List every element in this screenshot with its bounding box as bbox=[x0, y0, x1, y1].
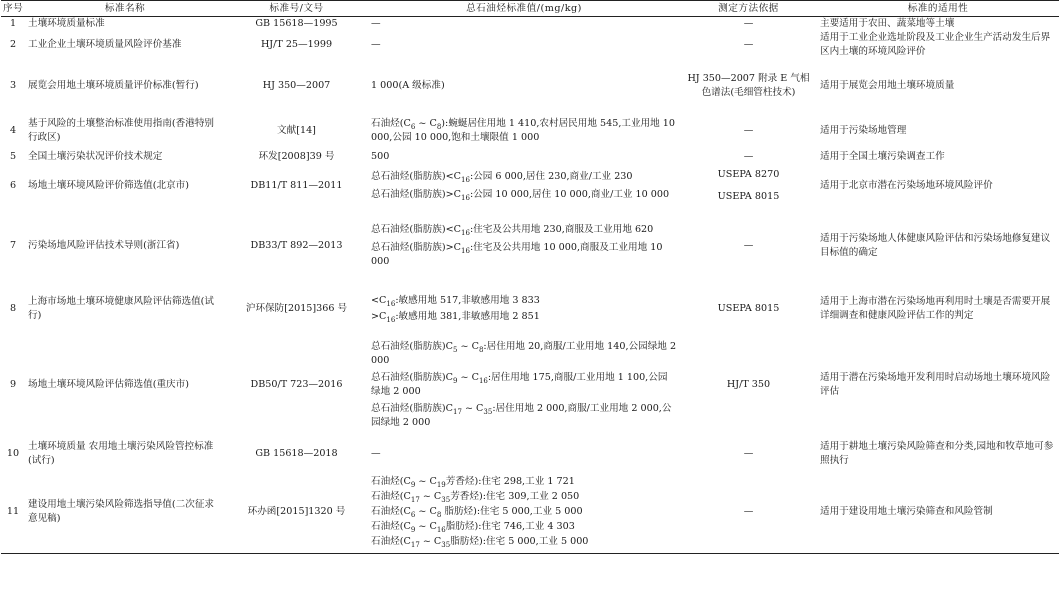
table-row bbox=[1, 164, 1059, 207]
row-scope: 适用于建设用地土壤污染筛查和风险管制 bbox=[817, 471, 1059, 554]
row-method bbox=[680, 164, 817, 207]
row-scope: 适用于上海市潜在污染场地再利用时土壤是否需要开展详细调查和健康风险评估工作的判定 bbox=[820, 296, 1051, 321]
value-subscript: 8 bbox=[436, 510, 442, 519]
row-value bbox=[368, 113, 680, 149]
row-name: 全国土壤污染状况评价技术规定 bbox=[28, 150, 163, 162]
row-value bbox=[368, 207, 680, 285]
row-method: — bbox=[743, 240, 754, 251]
row-no: 8 bbox=[9, 303, 17, 314]
value-line bbox=[371, 170, 677, 184]
row-no: 11 bbox=[1, 471, 25, 554]
row-method: HJ/T 350 bbox=[726, 379, 771, 390]
value-text: 总石油烃(脂肪族)C bbox=[371, 372, 453, 383]
value-text: ~ C bbox=[415, 476, 437, 487]
row-scope: 主要适用于农田、蔬菜地等土壤 bbox=[820, 18, 955, 29]
row-method: — bbox=[743, 448, 754, 459]
row-method: — bbox=[743, 18, 754, 29]
table-row bbox=[1, 471, 1059, 554]
table-row bbox=[1, 437, 1059, 471]
row-name: 工业企业土壤环境质量风险评价基准 bbox=[28, 39, 182, 50]
table-row bbox=[1, 149, 1059, 164]
row-scope: 适用于全国土壤污染调查工作 bbox=[820, 150, 945, 162]
value-text: :居住用地 2 000,商服/工业用地 2 000,公园绿地 2 000 bbox=[371, 403, 672, 428]
value-text: 石油烃(C bbox=[371, 476, 411, 487]
value-text: 脂肪烃):住宅 746,工业 4 303 bbox=[445, 521, 575, 532]
value-text: 脂肪烃):住宅 5 000,工业 5 000 bbox=[441, 506, 583, 517]
row-no: 1 bbox=[9, 18, 17, 29]
value-subscript: 16 bbox=[461, 228, 470, 237]
header-scope: 标准的适用性 bbox=[817, 1, 1059, 17]
value-line bbox=[371, 340, 677, 368]
header-no: 序号 bbox=[1, 1, 25, 17]
value-text: 石油烃(C bbox=[371, 506, 411, 517]
row-scope: 适用于潜在污染场地开发利用时启动场地土壤环境风险评估 bbox=[820, 372, 1051, 397]
value-subscript: 16 bbox=[436, 525, 446, 534]
value-subscript: 35 bbox=[441, 495, 451, 504]
row-name: 上海市场地土壤环境健康风险评估筛选值(试行) bbox=[28, 296, 215, 321]
value-text: :居住用地 175,商服/工业用地 1 100,公园绿地 2 000 bbox=[371, 372, 668, 397]
row-no: 7 bbox=[9, 240, 17, 251]
row-code: HJ 350—2007 bbox=[262, 80, 331, 91]
row-no: 10 bbox=[6, 448, 20, 459]
value-text: 总石油烃(脂肪族)>C bbox=[371, 242, 462, 253]
value-line bbox=[371, 310, 677, 324]
row-scope: 适用于耕地土壤污染风险筛查和分类,园地和牧草地可参照执行 bbox=[820, 441, 1054, 466]
method-line: USEPA 8270 bbox=[717, 168, 780, 180]
row-name: 展览会用地土壤环境质量评价标准(暂行) bbox=[28, 80, 199, 91]
value-subscript: 16 bbox=[461, 175, 470, 184]
value-text: 总石油烃(脂肪族)<C bbox=[371, 224, 462, 235]
row-code: 文献[14] bbox=[277, 125, 316, 136]
value-subscript: 16 bbox=[386, 315, 396, 324]
value-text: ~ C bbox=[415, 506, 437, 517]
value-subscript: 16 bbox=[461, 246, 470, 255]
row-scope: 适用于污染场地人体健康风险评估和污染场地修复建议目标值的确定 bbox=[820, 233, 1051, 258]
value-line bbox=[371, 294, 677, 308]
table-row bbox=[1, 333, 1059, 437]
value-subscript: 35 bbox=[483, 407, 493, 416]
row-value: — bbox=[371, 18, 381, 29]
row-code: GB 15618—1995 bbox=[255, 18, 338, 29]
value-subscript: 9 bbox=[452, 376, 458, 385]
row-name: 土壤环境质量标准 bbox=[28, 18, 105, 29]
value-line bbox=[371, 402, 677, 430]
value-line bbox=[371, 520, 677, 534]
value-subscript: 6 bbox=[410, 122, 416, 131]
row-code: DB50/T 723—2016 bbox=[250, 379, 343, 390]
value-text: ):蜿蜒居住用地 1 410,农村居民用地 545,工业用地 10 000,公园 10 000,饱和土壤限值 1 000 bbox=[371, 118, 676, 143]
value-text: :敏感用地 381,非敏感用地 2 851 bbox=[395, 311, 540, 322]
row-value bbox=[368, 164, 680, 207]
row-name: 场地土壤环境风险评价筛选值(北京市) bbox=[28, 179, 189, 191]
value-text: ~ C bbox=[461, 403, 484, 414]
table-row bbox=[1, 207, 1059, 285]
value-text: :住宅及公共用地 230,商服及工业用地 620 bbox=[469, 224, 654, 235]
row-method: — bbox=[743, 150, 754, 162]
row-no: 4 bbox=[9, 125, 17, 136]
table-row bbox=[1, 285, 1059, 333]
table-header-row bbox=[1, 1, 1059, 17]
row-no: 5 bbox=[9, 150, 17, 162]
value-text: ~ C bbox=[415, 521, 437, 532]
value-text: ~ C bbox=[419, 491, 442, 502]
row-no: 6 bbox=[9, 179, 17, 191]
row-no: 3 bbox=[9, 80, 17, 91]
row-name: 土壤环境质量 农用地土壤污染风险管控标准(试行) bbox=[28, 441, 214, 466]
value-subscript: 17 bbox=[452, 407, 462, 416]
row-name: 场地土壤环境风险评估筛选值(重庆市) bbox=[28, 379, 189, 390]
header-method: 测定方法依据 bbox=[680, 1, 817, 17]
table-row bbox=[1, 59, 1059, 113]
table-row bbox=[1, 17, 1059, 32]
value-subscript: 9 bbox=[410, 525, 416, 534]
value-text: ~ C bbox=[415, 118, 437, 129]
value-text: 总石油烃(脂肪族)C bbox=[371, 341, 453, 352]
value-text: :住宅及公共用地 10 000,商服及工业用地 10 000 bbox=[371, 242, 663, 267]
value-text: 总石油烃(脂肪族)C bbox=[371, 403, 453, 414]
row-scope: 适用于北京市潜在污染场地环境风险评价 bbox=[820, 179, 993, 191]
row-value: — bbox=[371, 39, 381, 50]
table-row bbox=[1, 31, 1059, 59]
row-code: GB 15618—2018 bbox=[255, 448, 338, 459]
row-name: 基于风险的土壤整治标准使用指南(香港特别行政区) bbox=[28, 118, 215, 143]
value-subscript: 35 bbox=[441, 540, 451, 549]
row-value: — bbox=[371, 448, 381, 459]
row-value bbox=[368, 333, 680, 437]
standards-table bbox=[1, 0, 1059, 554]
value-line bbox=[371, 475, 677, 489]
value-line bbox=[371, 241, 677, 269]
row-method: HJ 350—2007 附录 E 气相色谱法(毛细管柱技术) bbox=[687, 73, 810, 98]
row-value bbox=[368, 471, 680, 554]
value-text: 石油烃(C bbox=[371, 118, 411, 129]
value-text: 石油烃(C bbox=[371, 521, 411, 532]
header-name: 标准名称 bbox=[25, 1, 225, 17]
value-text: :公园 6 000,居住 230,商业/工业 230 bbox=[469, 170, 633, 182]
row-code: 环办函[2015]1320 号 bbox=[225, 471, 368, 554]
table-row bbox=[1, 113, 1059, 149]
value-text: 总石油烃(脂肪族)<C bbox=[371, 170, 462, 182]
value-text: 芳香烃):住宅 309,工业 2 050 bbox=[450, 491, 580, 502]
value-text: <C bbox=[371, 295, 387, 306]
row-method: — bbox=[743, 39, 754, 50]
value-text: ~ C bbox=[457, 372, 479, 383]
value-line bbox=[371, 223, 677, 237]
value-subscript: 16 bbox=[478, 376, 488, 385]
value-text: ~ C bbox=[419, 536, 442, 547]
row-code: 沪环保防[2015]366 号 bbox=[245, 303, 348, 314]
row-name: 建设用地土壤污染风险筛选指导值(二次征求意见稿) bbox=[25, 471, 225, 554]
value-text: >C bbox=[371, 311, 387, 322]
value-text: :公园 10 000,居住 10 000,商业/工业 10 000 bbox=[469, 188, 670, 200]
row-code: HJ/T 25—1999 bbox=[260, 39, 333, 50]
row-method: — bbox=[743, 125, 754, 136]
value-text: ~ C bbox=[457, 341, 479, 352]
method-line: USEPA 8015 bbox=[717, 190, 780, 202]
row-method: — bbox=[680, 471, 817, 554]
value-subscript: 19 bbox=[436, 480, 446, 489]
row-scope: 适用于工业企业选址阶段及工业企业生产活动发生后界区内土壤的环境风险评价 bbox=[820, 32, 1051, 57]
row-scope: 适用于污染场地管理 bbox=[820, 125, 907, 136]
value-subscript: 9 bbox=[410, 480, 416, 489]
value-text: 脂肪烃):住宅 5 000,工业 5 000 bbox=[450, 536, 589, 547]
value-subscript: 8 bbox=[436, 122, 442, 131]
value-subscript: 16 bbox=[386, 299, 396, 308]
value-line bbox=[371, 188, 677, 202]
header-value: 总石油烃标准值/(mg/kg) bbox=[368, 1, 680, 17]
value-subscript: 6 bbox=[410, 510, 416, 519]
value-text: 石油烃(C bbox=[371, 536, 411, 547]
value-subscript: 16 bbox=[461, 193, 470, 202]
header-code: 标准号/文号 bbox=[225, 1, 368, 17]
row-scope: 适用于展览会用地土壤环境质量 bbox=[820, 80, 955, 91]
value-subscript: 5 bbox=[452, 345, 458, 354]
value-text: 石油烃(C bbox=[371, 491, 411, 502]
value-line bbox=[371, 535, 677, 549]
row-value: 500 bbox=[371, 150, 390, 162]
value-subscript: 17 bbox=[410, 540, 420, 549]
row-value bbox=[368, 285, 680, 333]
value-subscript: 17 bbox=[410, 495, 420, 504]
value-line bbox=[371, 371, 677, 399]
value-subscript: 8 bbox=[478, 345, 484, 354]
row-code: DB33/T 892—2013 bbox=[250, 240, 343, 251]
row-code: 环发[2008]39 号 bbox=[258, 150, 335, 162]
row-method: USEPA 8015 bbox=[717, 303, 780, 314]
row-no: 9 bbox=[9, 379, 17, 390]
value-line bbox=[371, 505, 677, 519]
value-text: :敏感用地 517,非敏感用地 3 833 bbox=[395, 295, 540, 306]
row-value: 1 000(A 级标准) bbox=[371, 80, 445, 91]
value-line bbox=[371, 490, 677, 504]
value-text: 芳香烃):住宅 298,工业 1 721 bbox=[445, 476, 575, 487]
value-text: :居住用地 20,商服/工业用地 140,公园绿地 2 000 bbox=[371, 341, 677, 366]
value-text: 总石油烃(脂肪族)>C bbox=[371, 188, 462, 200]
row-name: 污染场地风险评估技术导则(浙江省) bbox=[28, 240, 180, 251]
row-no: 2 bbox=[9, 39, 17, 50]
row-code: DB11/T 811—2011 bbox=[250, 179, 343, 191]
